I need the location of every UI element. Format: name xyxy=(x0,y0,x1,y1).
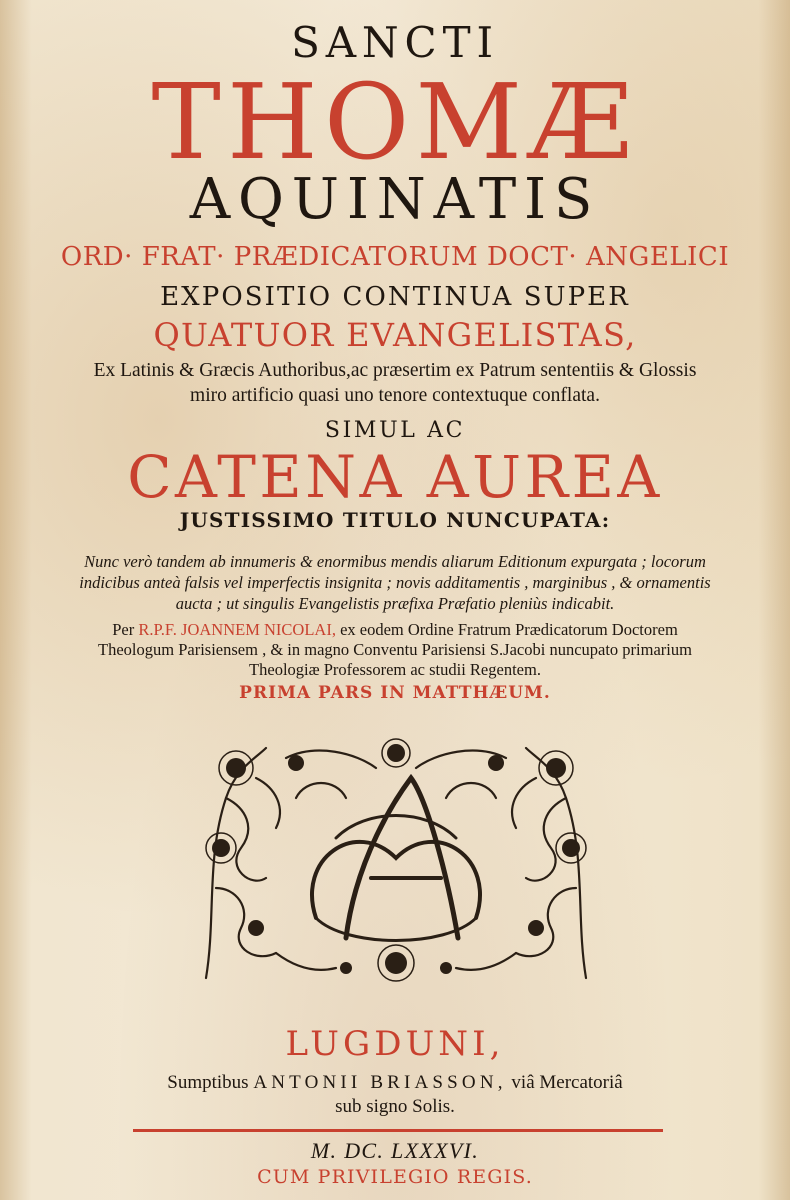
imprint-sign: sub signo Solis. xyxy=(335,1096,455,1117)
title-line-sancti: SANCTI xyxy=(291,18,499,67)
imprint-publisher-line xyxy=(0,1072,790,1094)
order-line: ORD· FRAT· PRÆDICATORUM DOCT· ANGELICI xyxy=(60,242,730,272)
divider-rule xyxy=(133,1129,663,1132)
artificio-line: miro artificio quasi uno tenore contextuque conflata. xyxy=(190,385,600,406)
floral-monogram-icon xyxy=(196,738,596,988)
catena-aurea-line: CATENA AUREA xyxy=(127,443,663,511)
author-title-line-2: Theologiæ Professorem ac studii Regentem. xyxy=(249,660,541,679)
author-line xyxy=(0,620,790,640)
imprint-place: LUGDUNI, xyxy=(285,1024,505,1064)
privilege-line: CUM PRIVILEGIO REGIS. xyxy=(257,1166,533,1188)
authors-line: Ex Latinis & Græcis Authoribus,ac præsertim ex Patrum sententiis & Glossis xyxy=(93,360,697,381)
author-suffix: ex eodem Ordine Fratrum Prædicatorum Doctorem xyxy=(335,620,678,639)
simul-ac-line: SIMUL AC xyxy=(324,418,466,443)
evangelistas-line: QUATUOR EVANGELISTAS, xyxy=(153,316,637,354)
description-line-2: indicibus anteà falsis vel imperfectis insignita ; novis additamentis , marginibus , & ornamentis xyxy=(79,573,711,592)
title-line-thomae: THOMÆ xyxy=(151,61,639,183)
description-line-1: Nunc verò tandem ab innumeris & enormibus mendis aliarum Editionum expurgata ; locorum xyxy=(84,552,706,571)
title-line-aquinatis: AQUINATIS xyxy=(189,167,601,232)
author-prefix: Per xyxy=(112,620,139,639)
nuncupata-line: JUSTISSIMO TITULO NUNCUPATA: xyxy=(179,508,611,532)
author-title-line-1: Theologum Parisiensem , & in magno Conventu Parisiensi S.Jacobi nuncupato primarium xyxy=(98,640,692,659)
author-name: R.P.F. JOANNEM NICOLAI, xyxy=(138,620,336,639)
publisher-name: ANTONII BRIASSON, xyxy=(253,1072,507,1093)
description-line-3: aucta ; ut singulis Evangelistis præfixa Præfatio pleniùs indicabit. xyxy=(175,594,615,613)
prima-pars-line: PRIMA PARS IN MATTHÆUM. xyxy=(239,683,551,703)
publisher-suffix: viâ Mercatoriâ xyxy=(506,1072,623,1093)
imprint-date: M. DC. LXXXVI. xyxy=(310,1138,480,1163)
expositio-line: EXPOSITIO CONTINUA SUPER xyxy=(160,282,630,312)
publisher-prefix: Sumptibus xyxy=(167,1072,254,1093)
